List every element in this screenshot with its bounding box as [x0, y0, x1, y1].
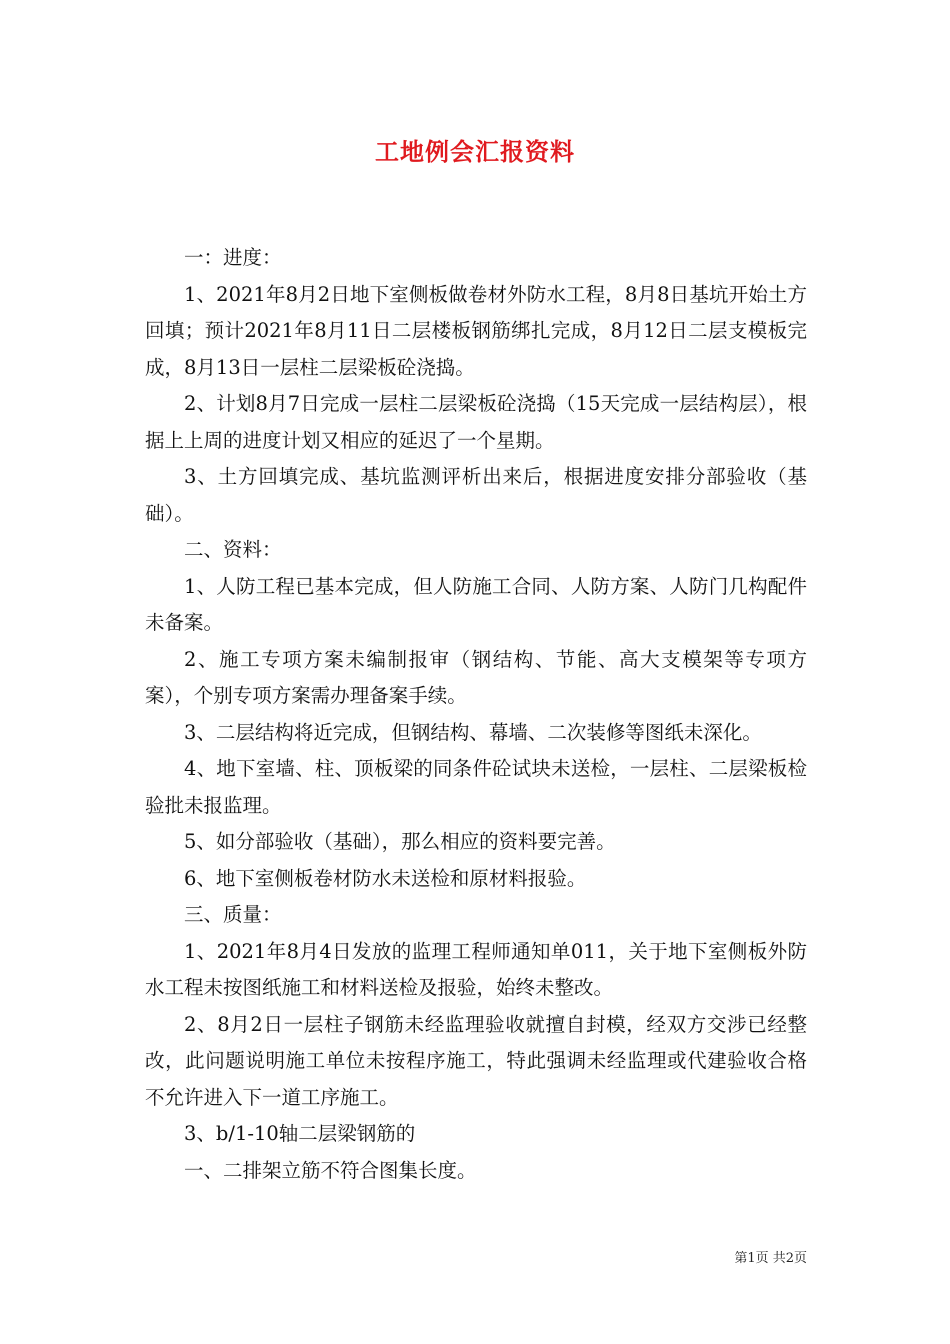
progress-item-1: 1、2021年8月2日地下室侧板做卷材外防水工程，8月8日基坑开始土方回填；预计2021年8月11日二层楼板钢筋绑扎完成，8月12日二层支模板完成，8月13日一层柱二层梁板砼浇捣。 [145, 282, 807, 379]
documents-item-2: 2、施工专项方案未编制报审（钢结构、节能、高大支模架等专项方案），个别专项方案需办理备案手续。 [145, 647, 807, 707]
document-title: 工地例会汇报资料 [375, 137, 575, 166]
documents-item-1: 1、人防工程已基本完成，但人防施工合同、人防方案、人防门几构配件未备案。 [145, 574, 807, 634]
documents-item-3: 3、二层结构将近完成，但钢结构、幕墙、二次装修等图纸未深化。 [184, 720, 762, 744]
quality-item-2: 2、8月2日一层柱子钢筋未经监理验收就擅自封模，经双方交涉已经整改，此问题说明施工单位未按程序施工，特此强调未经监理或代建验收合格不允许进入下一道工序施工。 [145, 1012, 807, 1109]
quality-item-4: 一、二排架立筋不符合图集长度。 [184, 1158, 477, 1182]
section-heading-quality: 三、质量： [184, 903, 282, 926]
documents-item-5: 5、如分部验收（基础），那么相应的资料要完善。 [184, 830, 616, 853]
section-heading-documents: 二、资料： [184, 538, 282, 561]
progress-item-3: 3、土方回填完成、基坑监测评析出来后，根据进度安排分部验收（基础）。 [145, 465, 807, 525]
documents-item-6: 6、地下室侧板卷材防水未送检和原材料报验。 [184, 866, 587, 890]
section-heading-progress: 一：进度： [184, 246, 282, 269]
quality-item-1: 1、2021年8月4日发放的监理工程师通知单011，关于地下室侧板外防水工程未按图纸施工和材料送检及报验，始终未整改。 [145, 939, 807, 999]
page-number-footer: 第1页 共2页 [734, 1251, 807, 1266]
progress-item-2: 2、计划8月7日完成一层柱二层梁板砼浇捣（15天完成一层结构层），根据上上周的进度计划又相应的延迟了一个星期。 [145, 392, 807, 452]
document-body [145, 240, 807, 1189]
quality-item-3: 3、b/1-10轴二层梁钢筋的 [184, 1122, 416, 1145]
documents-item-4: 4、地下室墙、柱、顶板梁的同条件砼试块未送检，一层柱、二层梁板检验批未报监理。 [145, 757, 807, 817]
